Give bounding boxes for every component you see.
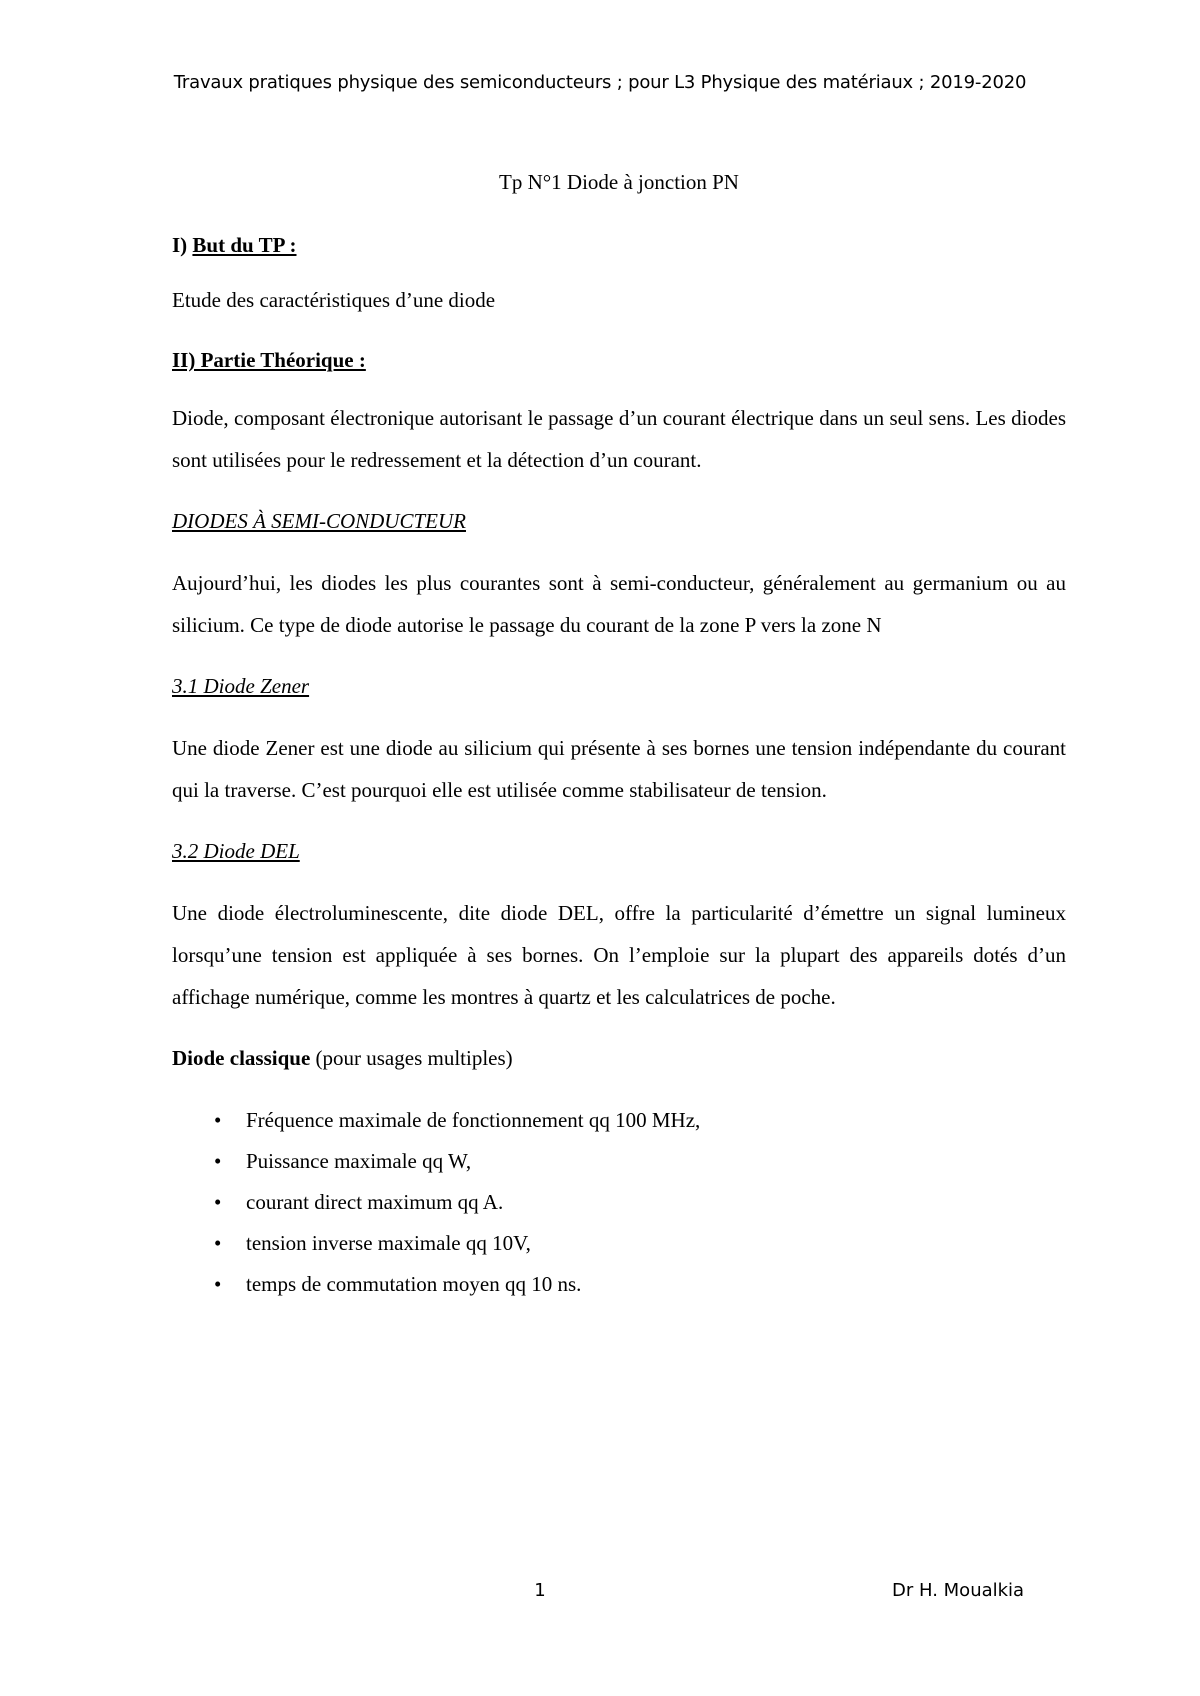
list-item [214,1100,1066,1141]
list-item-text: courant direct maximum qq A. [246,1190,504,1214]
document-title: Tp N°1 Diode à jonction PN [499,170,739,194]
section-title: II) Partie Théorique : [172,348,366,372]
list-item [214,1182,1066,1223]
subheading-del: 3.2 Diode DEL [172,839,300,863]
features-list [172,1100,1066,1305]
page-header: Travaux pratiques physique des semiconducteurs ; pour L3 Physique des matériaux ; 2019-2020 [173,72,1027,93]
paragraph-semiconducteur: Aujourd’hui, les diodes les plus courantes sont à semi-conducteur, généralement au germanium ou au silicium. Ce type de diode autorise le passage du courant de la zone P vers la zone N [172,571,1066,637]
page-author: Dr H. Moualkia [892,1580,1025,1601]
bullet-icon: • [214,1149,222,1173]
classic-diode-lead [172,1046,1066,1070]
classic-diode-bold: Diode classique [172,1046,311,1070]
list-item-text: temps de commutation moyen qq 10 ns. [246,1272,582,1296]
list-item [214,1264,1066,1305]
paragraph-diode-intro: Diode, composant électronique autorisant le passage d’un courant électrique dans un seul sens. Les diodes sont utilisées pour le redressement et la détection d’un courant. [172,406,1066,472]
list-item [214,1223,1066,1264]
page-number: 1 [534,1580,546,1601]
bullet-icon: • [214,1272,222,1296]
bullet-icon: • [214,1108,222,1132]
section-number: I) [172,233,188,257]
subheading-semiconducteur: DIODES À SEMI-CONDUCTEUR [172,509,466,533]
subheading-zener: 3.1 Diode Zener [172,674,310,698]
section-heading-theorique [172,348,1066,373]
classic-diode-rest: (pour usages multiples) [310,1046,513,1070]
list-item [214,1141,1066,1182]
bullet-icon: • [214,1190,222,1214]
document-body [172,170,1066,1305]
list-item-text: Puissance maximale qq W, [246,1149,472,1173]
paragraph-zener: Une diode Zener est une diode au silicium qui présente à ses bornes une tension indépendante du courant qui la traverse. C’est pourquoi elle est utilisée comme stabilisateur de tension. [172,736,1066,802]
section-heading-but [172,233,1066,258]
bullet-icon: • [214,1231,222,1255]
list-item-text: Fréquence maximale de fonctionnement qq 100 MHz, [246,1108,701,1132]
paragraph-but: Etude des caractéristiques d’une diode [172,288,496,312]
list-item-text: tension inverse maximale qq 10V, [246,1231,531,1255]
paragraph-del: Une diode électroluminescente, dite diode DEL, offre la particularité d’émettre un signal lumineux lorsqu’une tension est appliquée à ses bornes. On l’emploie sur la plupart des appareils dotés d’un affichage numérique, comme les montres à quartz et les calculatrices de poche. [172,901,1066,1009]
section-title: But du TP : [192,233,297,257]
